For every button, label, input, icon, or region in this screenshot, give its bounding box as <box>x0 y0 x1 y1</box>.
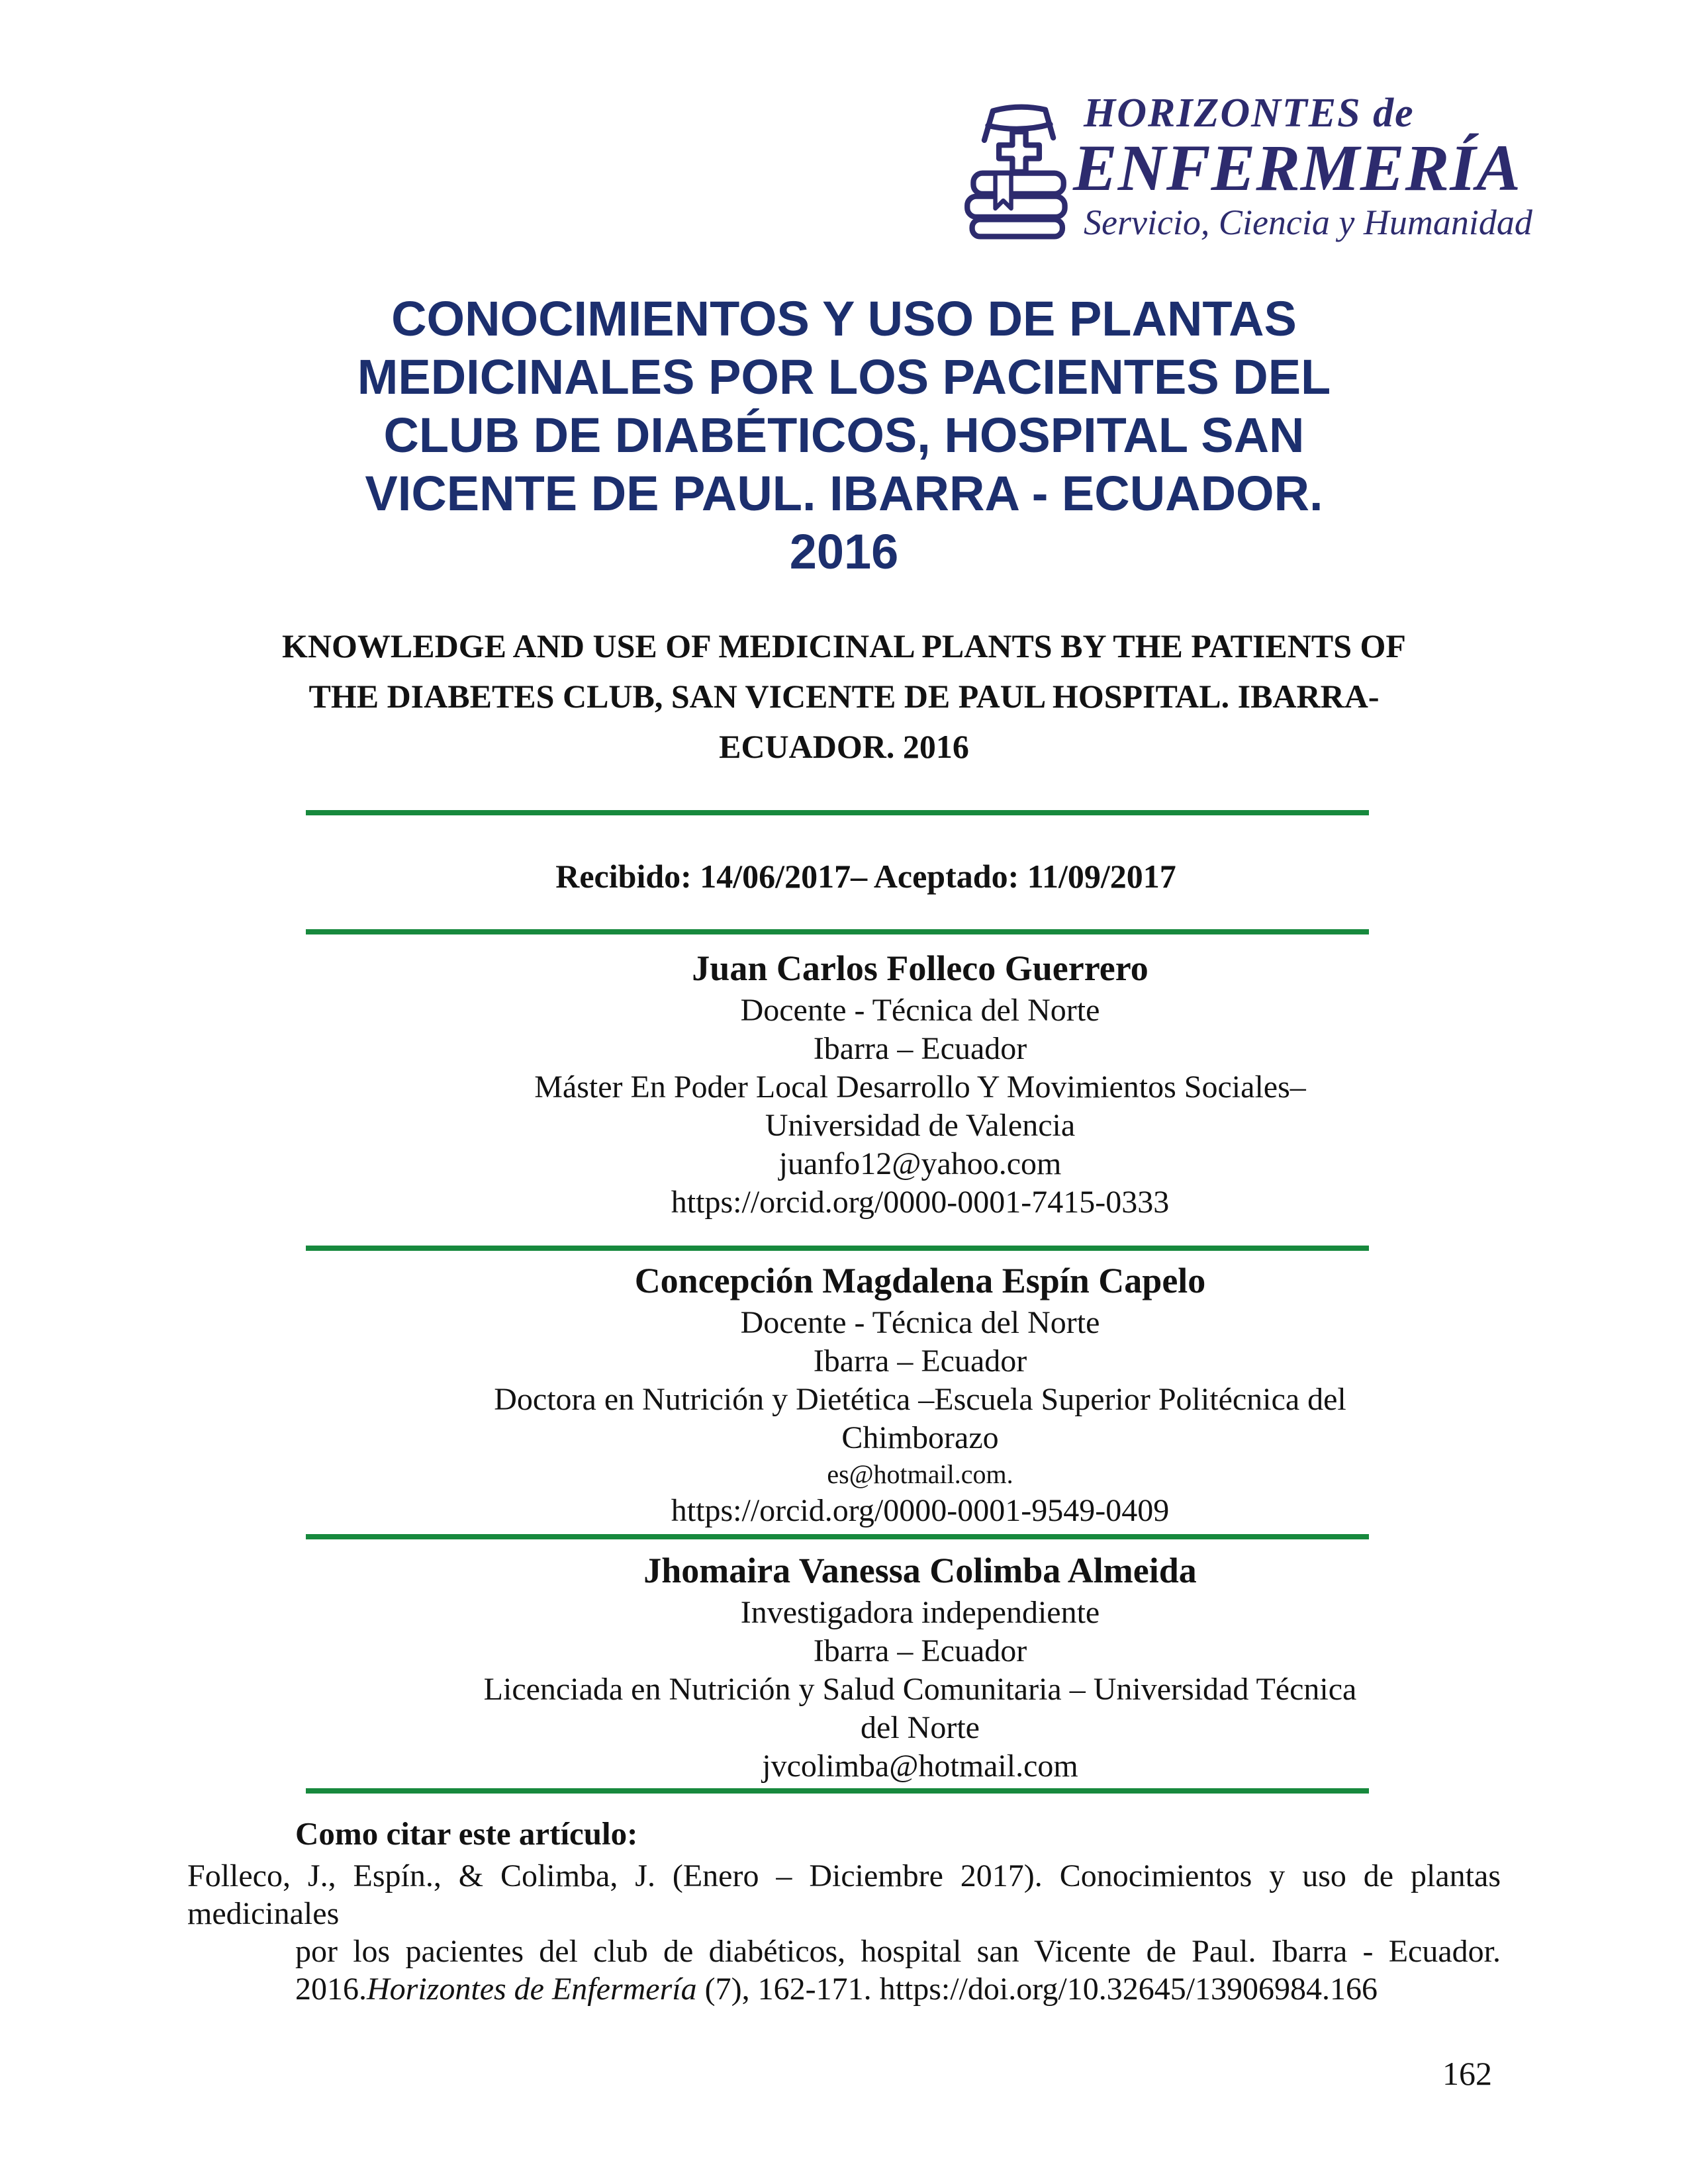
title-line: CONOCIMIENTOS Y USO DE PLANTAS <box>391 291 1297 346</box>
citation-line: por los pacientes del club de diabéticos, hospital san Vicente de Paul. Ibarra - Ecuador. <box>295 1934 1501 1969</box>
email-link[interactable]: jvcolimba@hotmail.com <box>762 1749 1078 1784</box>
author-degree-continued: del Norte <box>861 1710 980 1745</box>
journal-logo-text <box>1073 91 1532 244</box>
title-line: 2016 <box>789 524 899 579</box>
author-location: Ibarra – Ecuador <box>813 1633 1027 1668</box>
citation-line: Folleco, J., Espín., & Colimba, J. (Enero – Diciembre 2017). Conocimientos y uso de plantas medicinales <box>187 1858 1501 1931</box>
page-number: 162 <box>1442 2055 1492 2092</box>
author-affiliation: Docente - Técnica del Norte <box>740 993 1100 1028</box>
orcid-link[interactable]: https://orcid.org/0000-0001-9549-0409 <box>671 1493 1170 1528</box>
journal-title-italic: Horizontes de Enfermería <box>367 1972 697 2007</box>
article-title-en <box>187 621 1501 772</box>
doi-link[interactable]: https://doi.org/10.32645/13906984.166 <box>879 1972 1378 2007</box>
email-link[interactable]: juanfo12@yahoo.com <box>778 1146 1062 1181</box>
author-location: Ibarra – Ecuador <box>813 1343 1027 1379</box>
divider-rule <box>306 810 1369 815</box>
title-en-line: ECUADOR. 2016 <box>719 728 969 765</box>
author-name: Concepción Magdalena Espín Capelo <box>634 1261 1206 1300</box>
nurse-cap-books-icon <box>961 98 1077 242</box>
citation-year: 2016. <box>295 1972 367 2007</box>
author-degree-continued: Chimborazo <box>841 1420 999 1455</box>
citation-line <box>187 1970 1501 2008</box>
author-block-1 <box>340 945 1501 1222</box>
divider-rule <box>306 1246 1369 1251</box>
title-en-line: KNOWLEDGE AND USE OF MEDICINAL PLANTS BY THE PATIENTS OF <box>282 627 1406 664</box>
title-line: VICENTE DE PAUL. IBARRA - ECUADOR. <box>365 466 1323 521</box>
journal-tagline: Servicio, Ciencia y Humanidad <box>1084 203 1532 242</box>
author-degree-continued: Universidad de Valencia <box>765 1108 1076 1143</box>
author-degree: Licenciada en Nutrición y Salud Comunitaria – Universidad Técnica <box>483 1672 1357 1707</box>
citation-issue-pages: (7), 162-171. <box>696 1972 880 2007</box>
how-to-cite-heading: Como citar este artículo: <box>295 1815 638 1852</box>
title-en-line: THE DIABETES CLUB, SAN VICENTE DE PAUL HOSPITAL. IBARRA- <box>308 678 1380 715</box>
journal-logo <box>961 91 1532 244</box>
divider-rule <box>306 1534 1369 1539</box>
author-block-3 <box>340 1547 1501 1786</box>
author-affiliation: Investigadora independiente <box>740 1595 1100 1630</box>
author-name: Jhomaira Vanessa Colimba Almeida <box>643 1551 1197 1590</box>
author-location: Ibarra – Ecuador <box>813 1031 1027 1066</box>
divider-rule <box>306 929 1369 934</box>
author-name: Juan Carlos Folleco Guerrero <box>692 948 1149 988</box>
author-affiliation: Docente - Técnica del Norte <box>740 1305 1100 1340</box>
author-degree: Máster En Poder Local Desarrollo Y Movimientos Sociales– <box>534 1069 1306 1105</box>
journal-name-main: ENFERMERÍA <box>1073 131 1521 205</box>
author-block-2 <box>340 1257 1501 1530</box>
logo-icon-svg <box>961 98 1077 242</box>
citation-paragraph <box>187 1857 1501 2008</box>
title-line: MEDICINALES POR LOS PACIENTES DEL <box>357 349 1331 404</box>
author-degree: Doctora en Nutrición y Dietética –Escuela Superior Politécnica del <box>494 1382 1346 1417</box>
article-title-es <box>187 290 1501 581</box>
received-accepted-dates: Recibido: 14/06/2017– Aceptado: 11/09/2017 <box>555 858 1176 895</box>
journal-name-top: HORIZONTES de <box>1084 91 1415 136</box>
divider-rule <box>306 1788 1369 1794</box>
email-link[interactable]: es@hotmail.com. <box>827 1459 1013 1489</box>
title-line: CLUB DE DIABÉTICOS, HOSPITAL SAN <box>383 408 1305 463</box>
orcid-link[interactable]: https://orcid.org/0000-0001-7415-0333 <box>671 1185 1170 1220</box>
